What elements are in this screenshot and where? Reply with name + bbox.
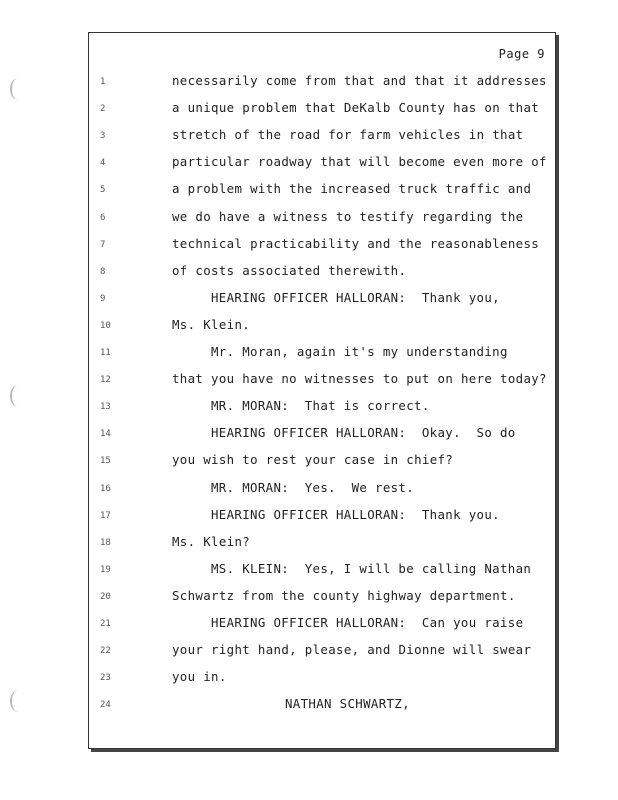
binder-ring-mark: [10, 690, 26, 712]
line-number: 6: [100, 212, 106, 223]
line-number: 7: [100, 239, 106, 250]
transcript-line: Ms. Klein.: [172, 316, 251, 332]
line-number: 8: [100, 266, 106, 277]
line-number: 9: [100, 293, 106, 304]
line-number: 3: [100, 131, 106, 142]
line-number: 11: [100, 348, 111, 358]
transcript-line: Ms. Klein?: [172, 533, 251, 549]
line-number: 17: [100, 510, 111, 521]
line-number: 10: [100, 320, 111, 331]
transcript-line: HEARING OFFICER HALLORAN: Can you raise: [211, 615, 524, 630]
line-number: 23: [100, 673, 111, 684]
transcript-line: Mr. Moran, again it's my understanding: [211, 344, 508, 359]
line-number: 15: [100, 456, 111, 467]
transcript-line: Schwartz from the county highway department.: [172, 587, 516, 603]
transcript-line: necessarily come from that and that it addresses: [172, 73, 547, 88]
line-number: 16: [100, 483, 111, 494]
line-number: 14: [100, 429, 111, 440]
transcript-line: NATHAN SCHWARTZ,: [285, 696, 410, 712]
page-number: Page 9: [498, 47, 545, 61]
transcript-line: that you have no witnesses to put on here today?: [172, 371, 547, 387]
binder-ring-mark: [10, 78, 26, 100]
transcript-line: of costs associated therewith.: [172, 262, 407, 278]
transcript-line: HEARING OFFICER HALLORAN: Thank you.: [211, 506, 500, 522]
transcript-line: your right hand, please, and Dionne will swear: [172, 642, 532, 658]
line-number: 20: [100, 591, 111, 602]
transcript-line: a problem with the increased truck traffic and: [172, 181, 532, 197]
line-number: 24: [100, 700, 111, 711]
transcript-line: stretch of the road for farm vehicles in that: [172, 127, 524, 143]
transcript-line: you wish to rest your case in chief?: [172, 452, 454, 468]
page-shadow-right: [556, 35, 559, 752]
transcript-line: HEARING OFFICER HALLORAN: Okay. So do: [211, 425, 516, 441]
transcript-line: we do have a witness to testify regarding the: [172, 208, 524, 224]
transcript-line: MR. MORAN: Yes. We rest.: [211, 479, 415, 495]
line-number: 12: [100, 375, 111, 386]
line-number: 22: [100, 646, 111, 657]
transcript-line: MR. MORAN: That is correct.: [211, 398, 430, 414]
line-number: 5: [100, 185, 106, 196]
transcript-line: HEARING OFFICER HALLORAN: Thank you,: [211, 289, 500, 305]
binder-ring-mark: [10, 385, 26, 407]
line-number: 13: [100, 402, 111, 413]
page-shadow-bottom: [91, 749, 559, 752]
line-number: 2: [100, 104, 106, 115]
line-number: 1: [100, 77, 106, 87]
transcript-line: technical practicability and the reasonableness: [172, 235, 540, 251]
transcript-line: particular roadway that will become even more of: [172, 154, 547, 170]
line-number: 21: [100, 619, 111, 629]
transcript-line: a unique problem that DeKalb County has on that: [172, 100, 540, 116]
line-number: 18: [100, 537, 111, 548]
transcript-line: MS. KLEIN: Yes, I will be calling Nathan: [211, 560, 532, 576]
transcript-line: you in.: [172, 669, 227, 685]
line-number: 19: [100, 564, 111, 575]
line-number: 4: [100, 158, 106, 169]
